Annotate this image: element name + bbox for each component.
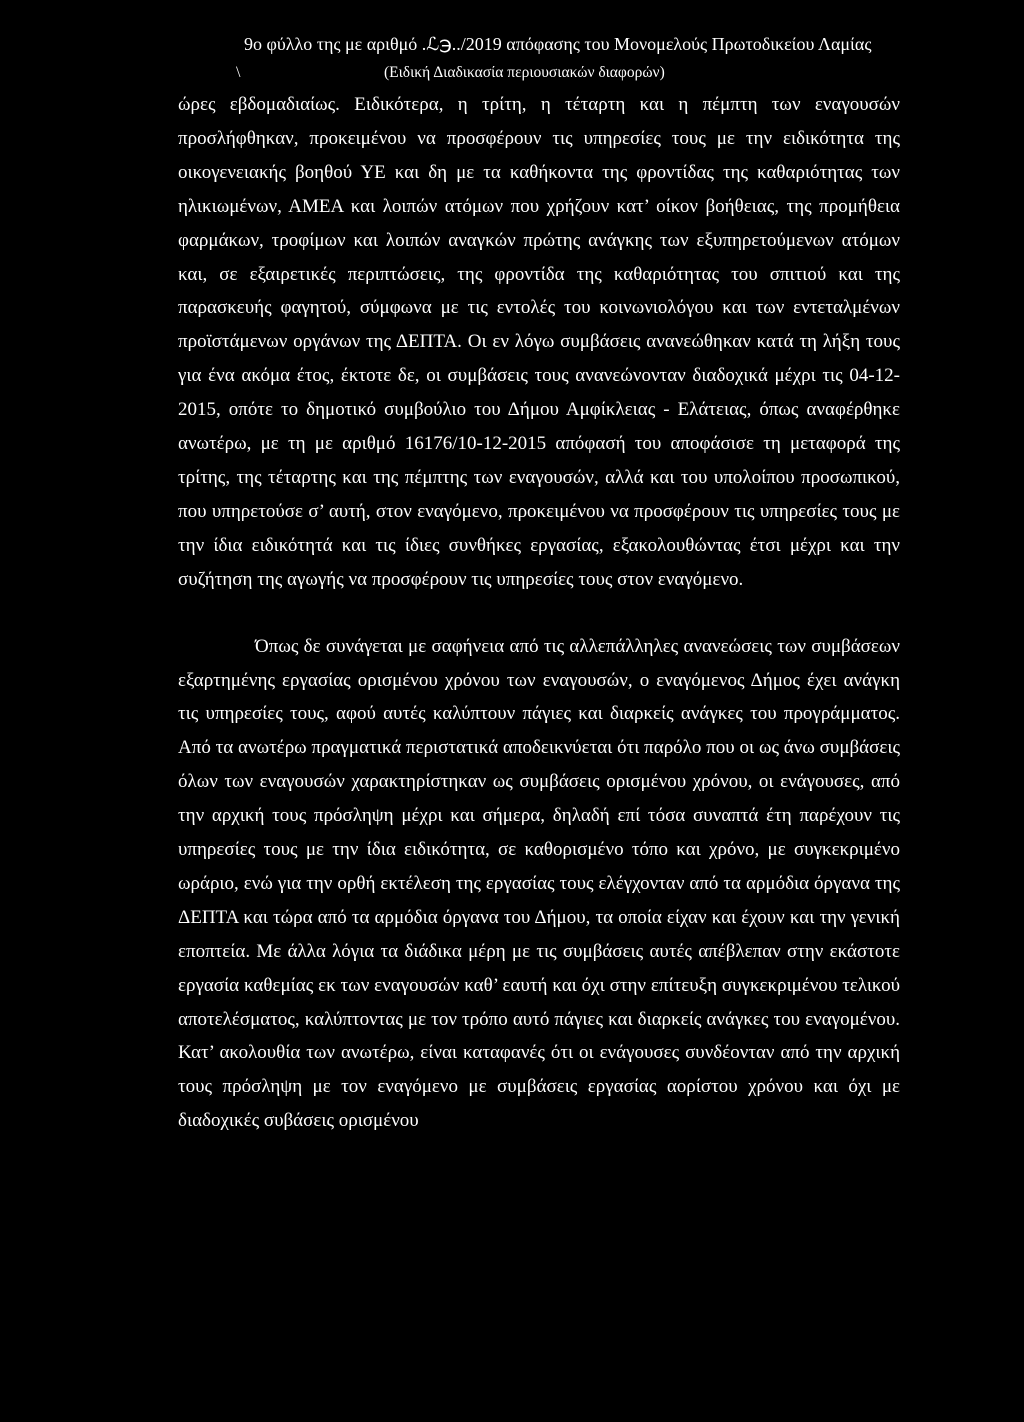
paragraph-2: Όπως δε συνάγεται με σαφήνεια από τις αλλεπάλληλες ανανεώσεις των συμβάσεων εξαρτημένης εργασίας ορισμένου χρόνου των εναγουσών, ο εναγόμενος Δήμος έχει ανάγκη τις υπηρεσίες τους, αφού αυτές καλύπτουν πάγιες και διαρκείς ανάγκες του προγράμματος. Από τα ανωτέρω πραγματικά περιστατικά αποδεικνύεται ότι παρόλο που οι ως άνω συμβάσεις όλων των εναγουσών χαρακτηρίστηκαν ως συμβάσεις ορισμένου χρόνου, οι ενάγουσες, από την αρχική τους πρόσληψη μέχρι και σήμερα, δηλαδή επί τόσα συναπτά έτη παρέχουν τις υπηρεσίες τους με την ίδια ειδικότητα, σε καθορισμένο τόπο και χρόνο, με συγκεκριμένο ωράριο, ενώ για την ορθή εκτέλεση της εργασίας τους ελέγχονταν από τα αρμόδια όργανα της ΔΕΠΤΑ και τώρα από τα αρμόδια όργανα του Δήμου, τα οποία είχαν και έχουν και την γενική εποπτεία. Με άλλα λόγια τα διάδικα μέρη με τις συμβάσεις αυτές απέβλεπαν στην εκάστοτε εργασία καθεμίας εκ των εναγουσών καθ’ εαυτή και όχι στην επίτευξη συγκεκριμένου τελικού αποτελέσματος, καλύπτοντας με τον τρόπο αυτό πάγιες και διαρκείς ανάγκες του εναγομένου. Κατ’ ακολουθία των ανωτέρω, είναι καταφανές ότι οι ενάγουσες συνδέονταν από την αρχική τους πρόσληψη με τον εναγόμενο με συμβάσεις εργασίας αορίστου χρόνου και όχι με διαδοχικές συβάσεις ορισμένου [178, 635, 900, 1132]
document-body [178, 88, 900, 1138]
paragraph-1: ώρες εβδομαδιαίως. Ειδικότερα, η τρίτη, η τέταρτη και η πέμπτη των εναγουσών προσλήφθηκαν, προκειμένου να προσφέρουν τις υπηρεσίες τους με την ειδικότητα της οικογενειακής βοηθού ΥΕ και δη με τα καθήκοντα της φροντίδας της καθαριότητας των ηλικιωμένων, ΑΜΕΑ και λοιπών ατόμων που χρήζουν κατ’ οίκον βοήθειας, της προμήθεια φαρμάκων, τροφίμων και λοιπών αναγκών πρώτης ανάγκης των εξυπηρετούμενων ατόμων και, σε εξαιρετικές περιπτώσεις, της φροντίδα της καθαριότητας του σπιτιού και της παρασκευής φαγητού, σύμφωνα με τις εντολές του κοινωνιολόγου και των εντεταλμένων προϊστάμενων οργάνων της ΔΕΠΤΑ. Οι εν λόγω συμβάσεις ανανεώθηκαν κατά τη λήξη τους για ένα ακόμα έτος, έκτοτε δε, οι συμβάσεις τους ανανεώνονταν διαδοχικά μέχρι τις 04-12-2015, οπότε το δημοτικό συμβούλιο του Δήμου Αμφίκλειας - Ελάτειας, όπως αναφέρθηκε ανωτέρω, με τη με αριθμό 16176/10-12-2015 απόφασή του αποφάσισε τη μεταφορά της τρίτης, της τέταρτης και της πέμπτης των εναγουσών, αλλά και του υπολοίπου προσωπικού, που υπηρετούσε σ’ αυτή, στον εναγόμενο, προκειμένου να προσφέρουν τις υπηρεσίες τους με την ίδια ειδικότητά και τις ίδιες συνθήκες εργασίας, εξακολουθώντας έτσι μέχρι και την συζήτηση της αγωγής να προσφέρουν τις υπηρεσίες τους στον εναγόμενο. [178, 94, 900, 590]
margin-mark: \ [236, 64, 241, 81]
header-subtitle: (Ειδική Διαδικασία περιουσιακών διαφορών) [384, 64, 665, 81]
header-title: 9ο φύλλο της με αριθμό .ℒ℈../2019 απόφασης του Μονομελούς Πρωτοδικείου Λαμίας [244, 34, 872, 54]
